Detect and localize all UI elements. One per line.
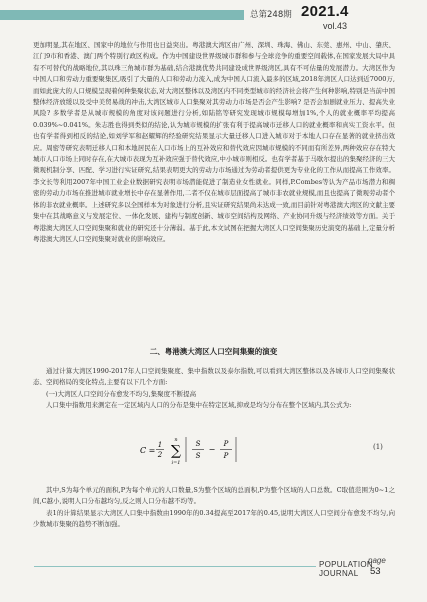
formula-sigma: ∑ xyxy=(171,443,181,459)
journal-name xyxy=(319,560,373,578)
issue-year: 2021.4 xyxy=(301,3,349,20)
formula-lhs: C = xyxy=(140,446,156,455)
paragraph: 表1的计算结果显示大湾区人口集中指数由1990年的0.34提高至2017年的0.45,说明大湾区人口空间分布愈发不均匀,向少数城市集聚的趋势不断加强。 xyxy=(33,508,395,529)
formula-half-den: 2 xyxy=(157,451,163,459)
formula-p: P xyxy=(223,452,229,460)
paragraph: 其中,S为每个单元的面积,P为每个单元的人口数量,S为整个区域的总面积,P为整个区域的人口总数。C取值范围为0~1之间,C越小,说明人口分布越均匀,反之则人口分布越不均等。 xyxy=(33,486,395,506)
formula-s: S xyxy=(195,452,201,460)
svg-text:−: − xyxy=(208,445,216,454)
article-body-definitions xyxy=(33,485,395,531)
footer-divider xyxy=(34,566,316,567)
page-label: page xyxy=(368,556,386,565)
paragraph: 通过计算大湾区1990-2017年人口空间集聚度、集中指数以及泰尔指数,可以看到大湾区整体以及各城市人口空间集聚状态、空间格局的变化特点,主要有以下几个方面: xyxy=(33,367,395,387)
volume-number: vol.43 xyxy=(323,21,348,31)
formula-limit-lower: i=1 xyxy=(171,460,181,466)
article-body-section2 xyxy=(33,366,395,412)
equation-number: (1) xyxy=(373,443,383,451)
subsection-heading: (一)大湾区人口空间分布愈发不均匀,集聚度不断提高 xyxy=(46,389,197,398)
journal-name-line1: POPULATION xyxy=(319,560,373,569)
page-number: 53 xyxy=(370,566,381,577)
formula-half-num: 1 xyxy=(157,441,163,449)
paragraph: 更加明显,其在地区、国家中的地位与作用也日益突出。粤港澳大湾区由广州、深圳、珠海、佛山、东莞、惠州、中山、肇庆、江门9市和香港、澳门两个特别行政区构成。作为中国建设世界级城市群和参与全球竞争的重要空间载体,在国家发展大局中具有不可替代的战略地位,其以珠三角城市群为基础,结合港澳优势共同建设成世界级湾区,具有不可估量的发展潜力。大湾区作为中国人口和劳动力重要聚集区,吸引了大量的人口和劳动力流入,成为中国人口流入最多的区域,2018年湾区人口达到近7000万,而如此庞大的人口规模呈现着何种集聚状态,对大湾区整体以及湾区内不同类型城市的经济社会将产生何种影响,特别是当前中国整体经济放缓以及受中美贸易战的冲击,大湾区城市人口集聚对其劳动力市场是否会产生影响? 是否会加剧就业压力、提高失业风险? 多数学者是从城市规模的角度对该问题进行分析,如陆铭等研究发现城市规模每增加1%,个人的就业概率平均提高0.039%~0.041%。朱志胜也得到类似的结论,认为城市规模的扩张有利于提高城市迁移人口的就业概率和真实工资水平。但也有学者得到相反的结论,如刘学军和赵耀辉的经验研究结果显示大量迁移人口进入城市对于本地人口存在显著的就业挤出效应。周密等研究表明迁移人口和本地居民在人口市场上的互补效应和替代效应因城市规模的不同而有所差异,两种效应存在特大城市人口市场上同时存在,在大城市表现为互补效应强于替代效应,中小城市则相反。也有学者基于马歇尔提出的集聚经济的三大微观机制分享、匹配、学习进行实证研究,结果表明更大的劳动力市场通过为劳动者提供更为专业化的工作从而提高工作效率。李文长等利用2007年中国工业企业数据研究表明市场潜能促进了制造业女性就业。同样,P.Combes等认为产品市场潜力和稠密的劳动力市场在推进城市就业增长中存在显著作用,二者不仅在城市层面提高了城市非农就业规模,而且也提高了微观劳动者个体的非农就业概率。上述研究多以全国样本为对象进行分析,且实证研究结果尚未达成一致,而目前针对粤港澳大湾区的文献主要集中在其战略意义与发展定位、一体化发展、建构与制度创新、城市空间结构及网络、产业协同升级与经济绩效等方面。关于粤港澳大湾区人口空间集聚和就业的研究还十分薄弱。基于此,本文试图在把握大湾区人口空间集聚历史演变的基础上,定量分析粤港澳大湾区人口空间集聚对就业的影响效应。 xyxy=(33,41,395,243)
formula-si: S xyxy=(195,440,201,448)
formula-pi: P xyxy=(223,440,229,448)
article-body-intro xyxy=(33,40,395,245)
formula-limit-upper: n xyxy=(174,437,178,443)
concentration-index-formula xyxy=(140,434,300,466)
journal-name-line2: JOURNAL xyxy=(319,569,359,578)
page-header xyxy=(0,0,427,38)
paragraph: 人口集中指数用来测定在一定区域内人口的分布是集中在特定区域,抑或是均匀分布在整个区域内,其公式为: xyxy=(46,401,352,410)
section-heading: 二、粤港澳大湾区人口空间集聚的演变 xyxy=(149,347,278,356)
header-accent-bar xyxy=(0,10,244,20)
issue-number: 总第248期 xyxy=(250,10,292,20)
